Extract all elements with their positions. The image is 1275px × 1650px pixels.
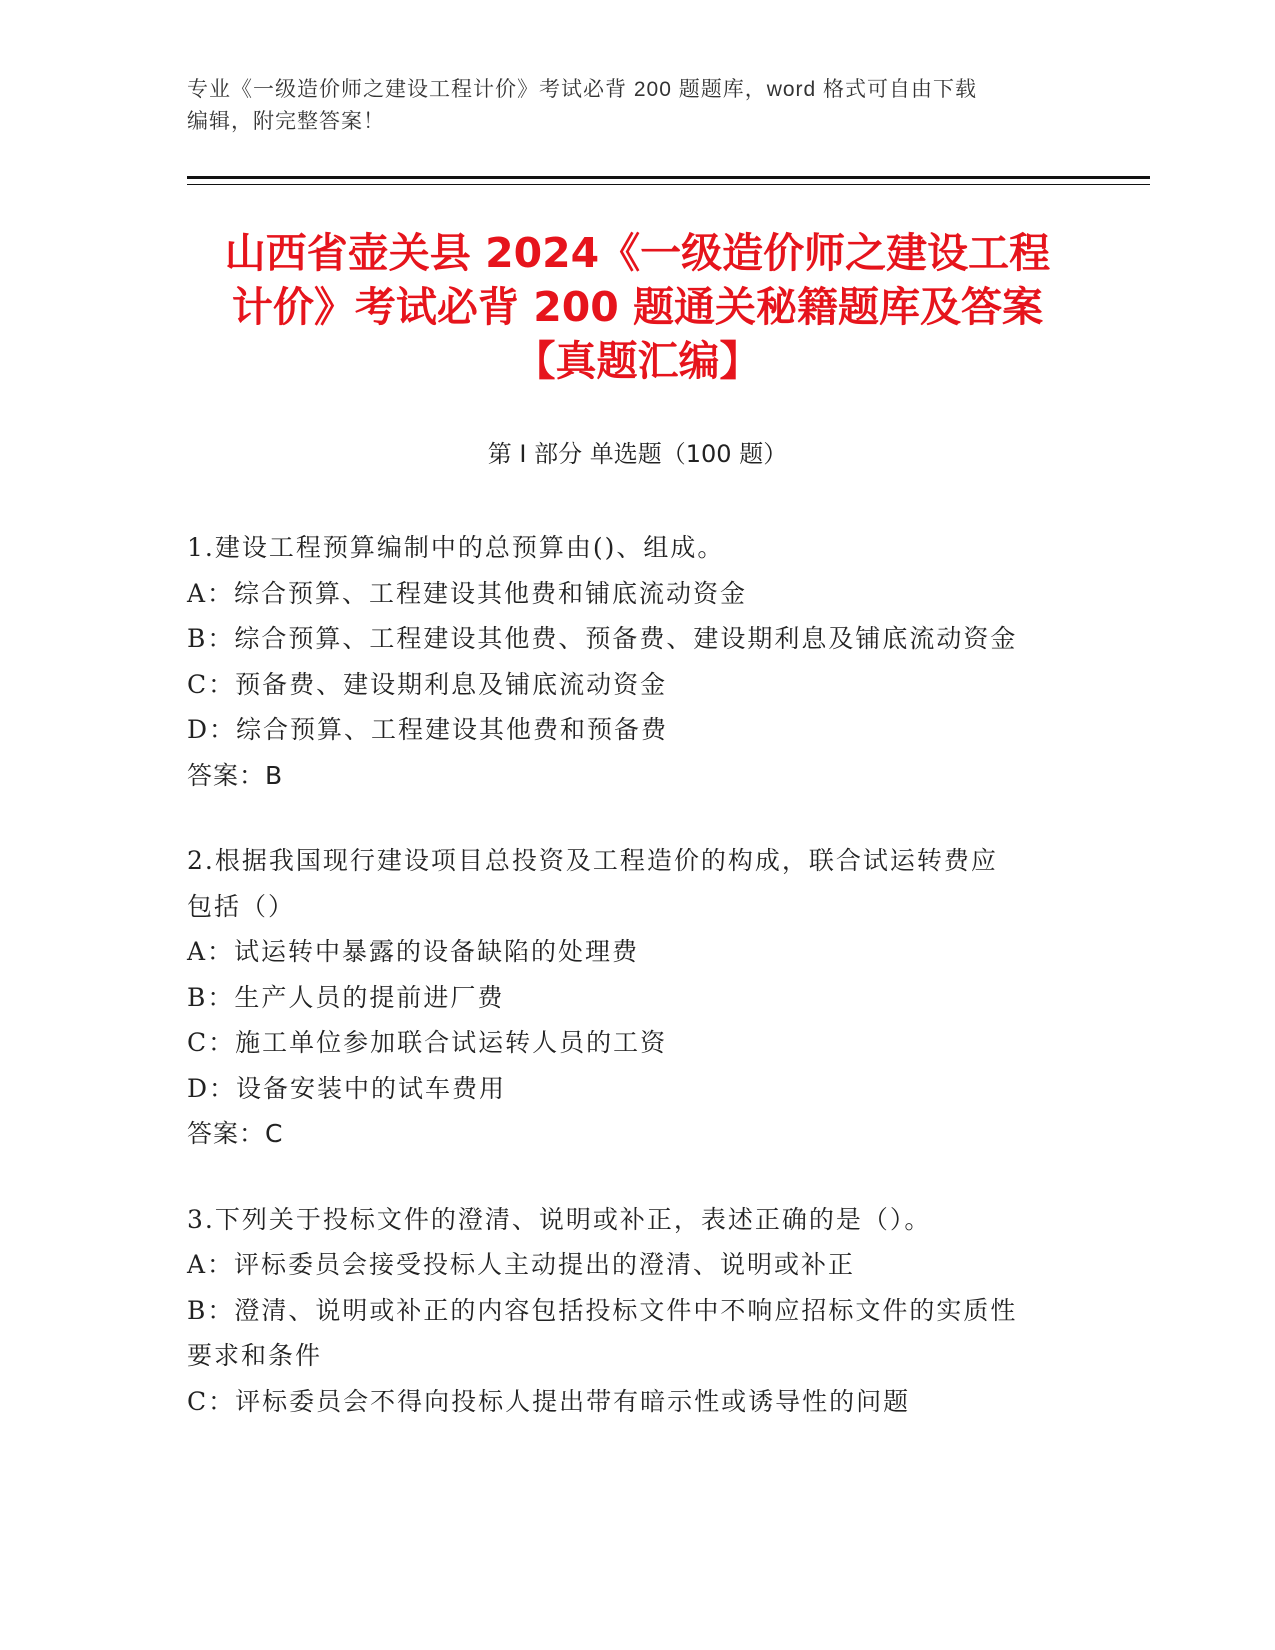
header-divider-thick (187, 176, 1150, 179)
question-list (187, 525, 1087, 1464)
answer-option: B：综合预算、工程建设其他费、预备费、建设期利息及铺底流动资金 (187, 624, 1018, 653)
header-note-line-1: 专业《一级造价师之建设工程计价》考试必背 200 题题库，word 格式可自由下载 (187, 78, 978, 101)
answer-option: A：试运转中暴露的设备缺陷的处理费 (187, 937, 640, 966)
correct-answer: 答案：C (187, 1119, 284, 1148)
question-stem: 3.下列关于投标文件的澄清、说明或补正，表述正确的是（）。 (187, 1204, 932, 1234)
answer-option: 要求和条件 (187, 1341, 323, 1370)
question-block (187, 838, 1087, 1157)
answer-option: B：澄清、说明或补正的内容包括投标文件中不响应招标文件的实质性 (187, 1295, 1018, 1325)
answer-option: C：评标委员会不得向投标人提出带有暗示性或诱导性的问题 (187, 1386, 911, 1416)
answer-option: D：综合预算、工程建设其他费和预备费 (187, 715, 669, 744)
question-block (187, 525, 1087, 798)
document-title-line-2: 计价》考试必背 200 题通关秘籍题库及答案 (231, 283, 1044, 331)
question-stem: 1.建设工程预算编制中的总预算由()、组成。 (187, 533, 725, 562)
document-title (150, 226, 1125, 388)
document-title-line-3: 【真题汇编】 (514, 337, 761, 385)
header-note (187, 74, 1067, 138)
correct-answer: 答案：B (187, 760, 284, 790)
document-title-line-1: 山西省壶关县 2024《一级造价师之建设工程 (224, 229, 1051, 277)
answer-option: D：设备安装中的试车费用 (187, 1073, 507, 1103)
section-heading: 第 I 部分 单选题（100 题） (487, 440, 788, 468)
question-stem: 2.根据我国现行建设项目总投资及工程造价的构成，联合试运转费应 (187, 846, 998, 875)
question-stem: 包括（） (187, 891, 296, 921)
answer-option: C：预备费、建设期利息及铺底流动资金 (187, 669, 668, 699)
header-divider-thin (187, 184, 1150, 185)
question-block (187, 1197, 1087, 1425)
header-note-line-2: 编辑，附完整答案！ (187, 110, 385, 133)
answer-option: A：综合预算、工程建设其他费和铺底流动资金 (187, 578, 748, 608)
answer-option: C：施工单位参加联合试运转人员的工资 (187, 1028, 668, 1057)
answer-option: B：生产人员的提前进厂费 (187, 982, 505, 1012)
answer-option: A：评标委员会接受投标人主动提出的澄清、说明或补正 (187, 1250, 856, 1279)
